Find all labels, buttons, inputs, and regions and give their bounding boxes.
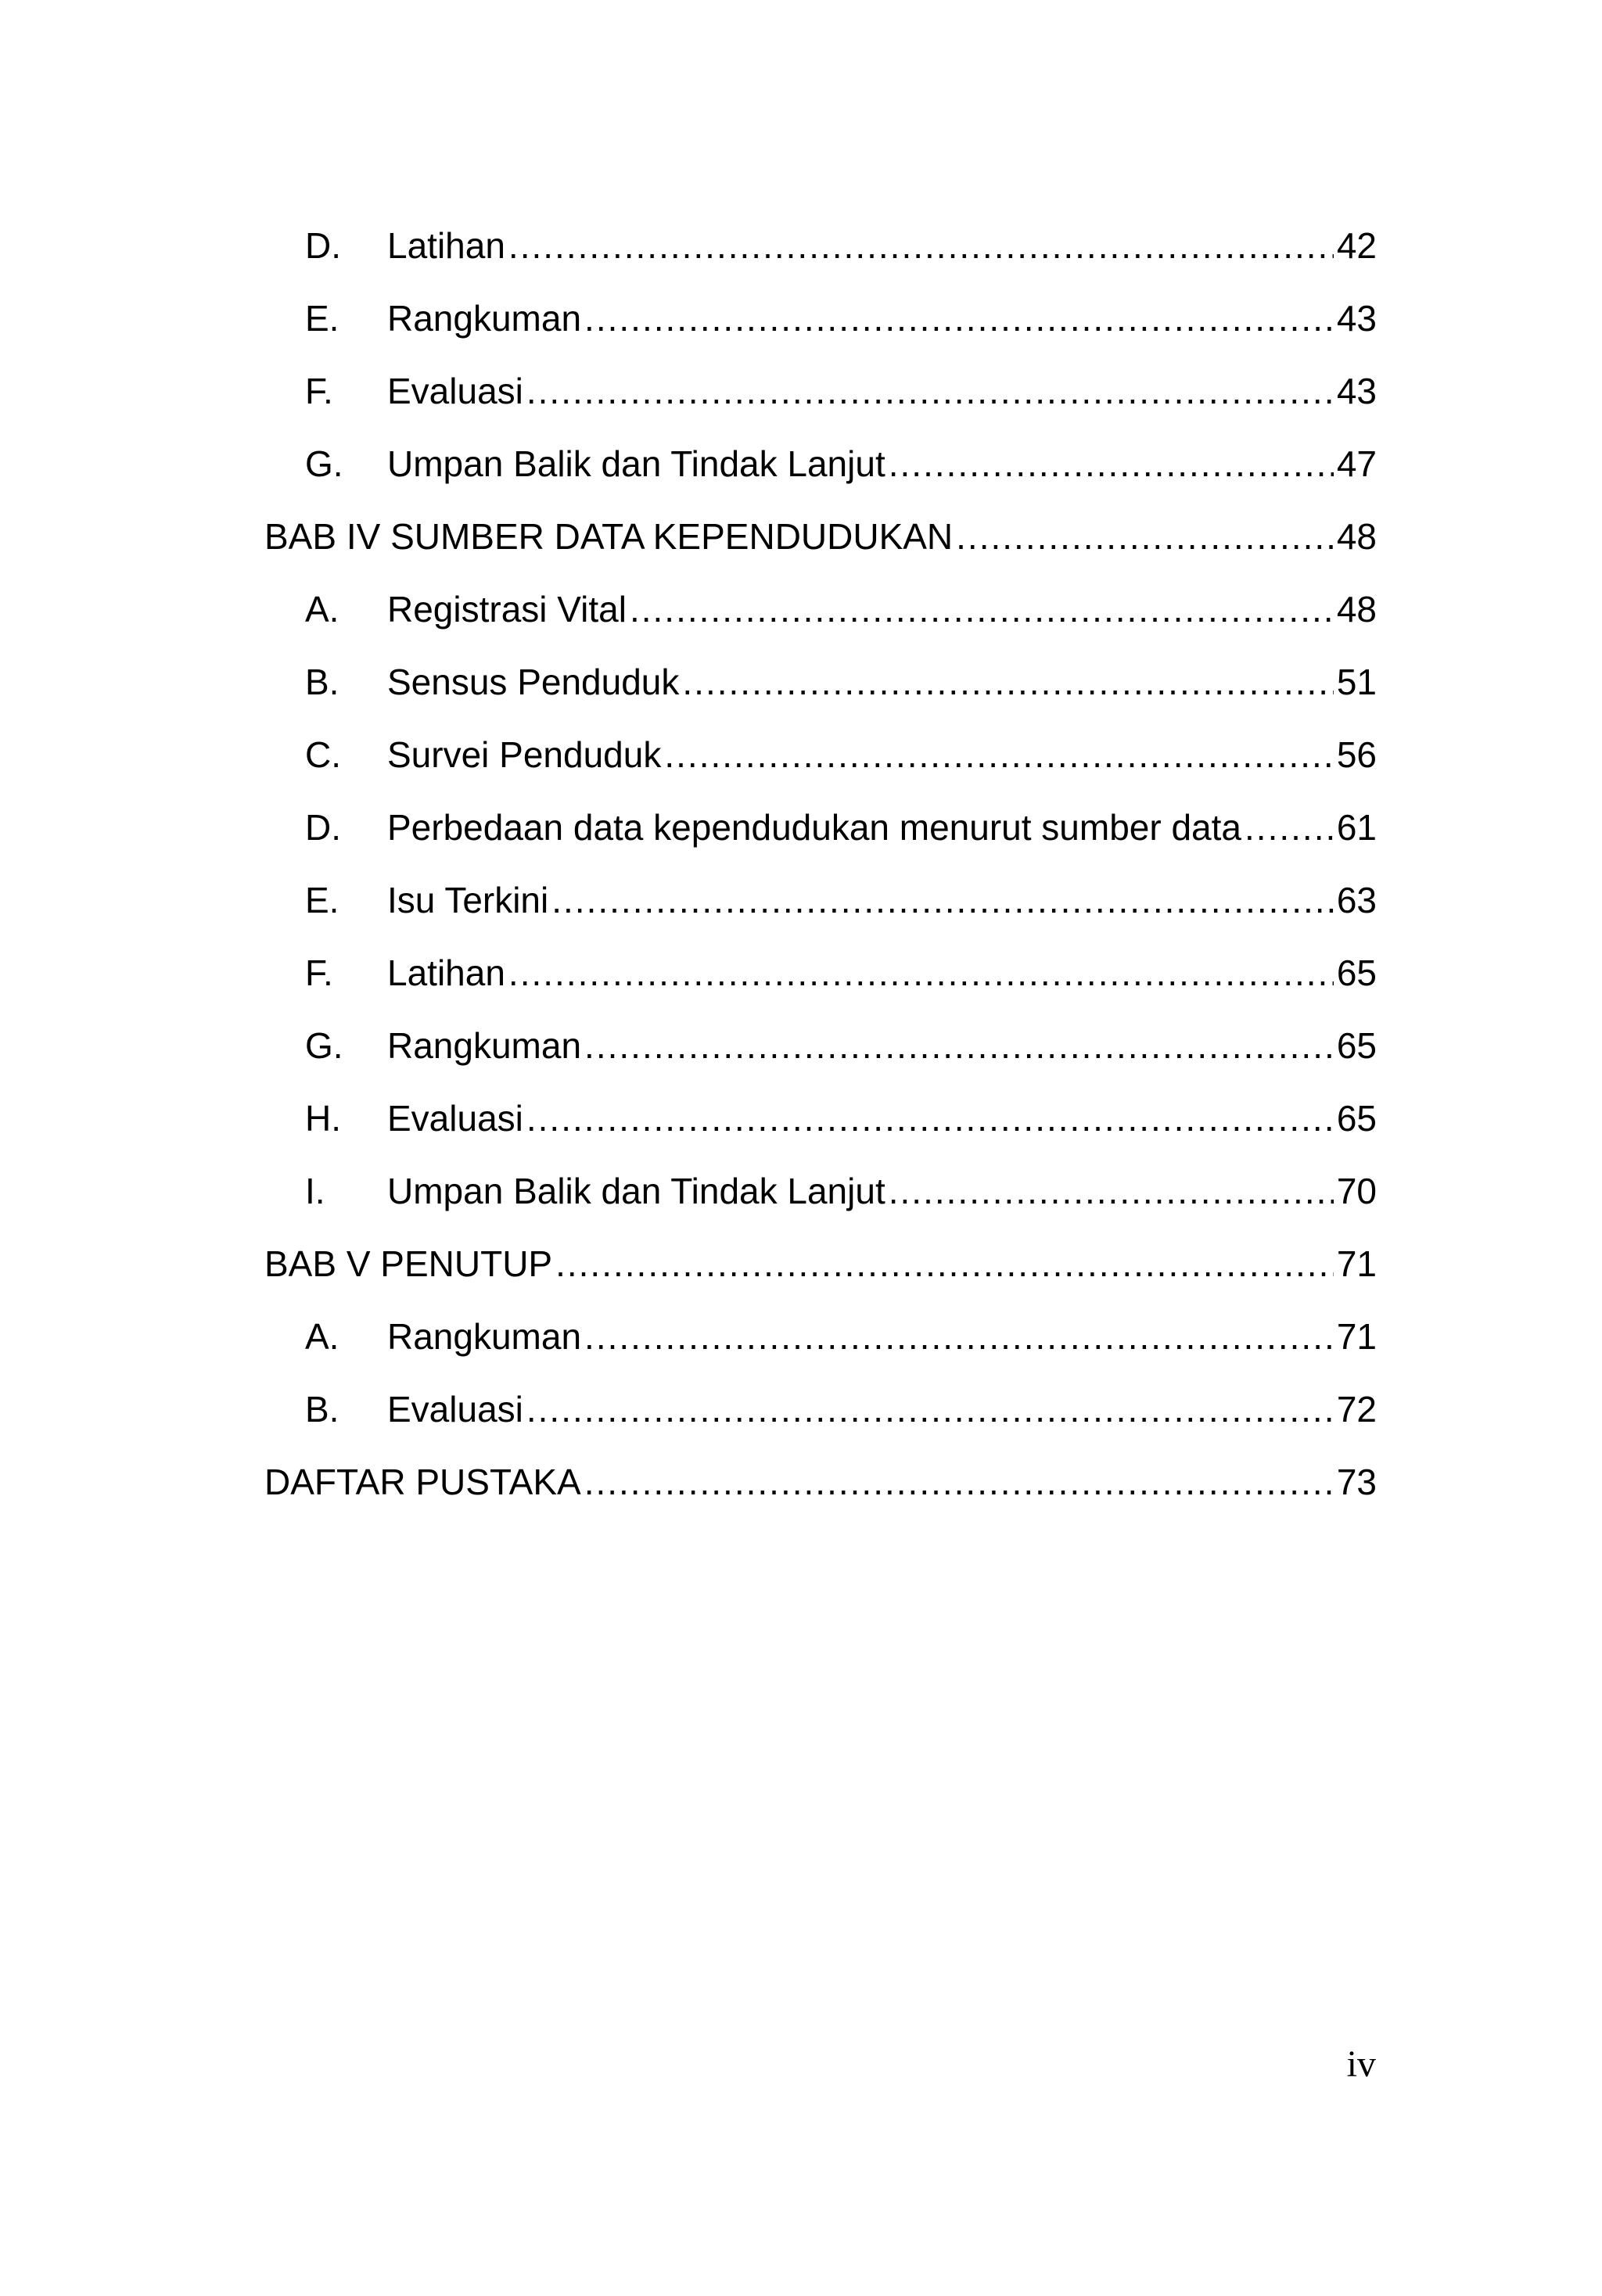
toc-entry-letter: G. bbox=[305, 1025, 343, 1066]
toc-subsection-entry[interactable] bbox=[264, 1300, 1377, 1373]
toc-entry-title: Perbedaan data kependudukan menurut sumber data bbox=[387, 807, 1242, 848]
dot-leader bbox=[630, 573, 1334, 646]
toc-entry-title: Latihan bbox=[387, 225, 505, 266]
dot-leader bbox=[526, 1082, 1334, 1155]
dot-leader bbox=[584, 282, 1334, 355]
toc-entry-title: BAB V PENUTUP bbox=[264, 1243, 553, 1284]
toc-entry-letter: C. bbox=[305, 734, 341, 775]
toc-subsection-entry[interactable] bbox=[264, 428, 1377, 500]
toc-entry-title: Evaluasi bbox=[387, 371, 523, 411]
dot-leader bbox=[584, 1300, 1334, 1373]
toc-subsection-entry[interactable] bbox=[264, 355, 1377, 428]
toc-entry-page-number: 63 bbox=[1336, 880, 1377, 920]
toc-subsection-entry[interactable] bbox=[264, 1010, 1377, 1082]
toc-entry-title: BAB IV SUMBER DATA KEPENDUDUKAN bbox=[264, 516, 954, 557]
table-of-contents bbox=[264, 210, 1377, 1519]
toc-entry-letter: D. bbox=[305, 807, 341, 848]
toc-entry-page-number: 43 bbox=[1336, 371, 1377, 411]
toc-entry-page-number: 42 bbox=[1336, 225, 1377, 266]
toc-entry-page-number: 56 bbox=[1336, 734, 1377, 775]
toc-subsection-entry[interactable] bbox=[264, 937, 1377, 1010]
toc-entry-page-number: 70 bbox=[1336, 1171, 1377, 1211]
toc-entry-title: Evaluasi bbox=[387, 1389, 523, 1430]
toc-chapter-entry[interactable] bbox=[264, 500, 1377, 573]
toc-subsection-entry[interactable] bbox=[264, 719, 1377, 791]
toc-entry-letter: I. bbox=[305, 1171, 325, 1211]
page-number: iv bbox=[1346, 2043, 1376, 2085]
toc-subsection-entry[interactable] bbox=[264, 1155, 1377, 1228]
toc-entry-letter: B. bbox=[305, 1389, 339, 1430]
toc-entry-letter: D. bbox=[305, 225, 341, 266]
dot-leader bbox=[584, 1446, 1334, 1519]
toc-entry-letter: E. bbox=[305, 298, 339, 339]
toc-entry-title: Registrasi Vital bbox=[387, 589, 627, 630]
dot-leader bbox=[889, 428, 1334, 500]
dot-leader bbox=[664, 719, 1333, 791]
toc-entry-title: Umpan Balik dan Tindak Lanjut bbox=[387, 1171, 885, 1211]
dot-leader bbox=[508, 210, 1334, 282]
toc-entry-page-number: 71 bbox=[1336, 1243, 1377, 1284]
toc-subsection-entry[interactable] bbox=[264, 864, 1377, 937]
toc-entry-page-number: 43 bbox=[1336, 298, 1377, 339]
toc-entry-letter: B. bbox=[305, 662, 339, 702]
toc-entry-title: Umpan Balik dan Tindak Lanjut bbox=[387, 443, 885, 484]
toc-entry-page-number: 48 bbox=[1336, 589, 1377, 630]
dot-leader bbox=[956, 500, 1334, 573]
dot-leader bbox=[551, 864, 1334, 937]
dot-leader bbox=[1245, 791, 1334, 864]
toc-entry-page-number: 71 bbox=[1336, 1316, 1377, 1357]
toc-entry-page-number: 73 bbox=[1336, 1462, 1377, 1502]
toc-entry-title: Rangkuman bbox=[387, 1316, 582, 1357]
toc-entry-page-number: 61 bbox=[1336, 807, 1377, 848]
toc-entry-page-number: 72 bbox=[1336, 1389, 1377, 1430]
toc-entry-page-number: 51 bbox=[1336, 662, 1377, 702]
toc-entry-title: Latihan bbox=[387, 952, 505, 993]
toc-entry-letter: E. bbox=[305, 880, 339, 920]
toc-entry-title: Rangkuman bbox=[387, 1025, 582, 1066]
dot-leader bbox=[555, 1228, 1334, 1300]
toc-subsection-entry[interactable] bbox=[264, 646, 1377, 719]
dot-leader bbox=[682, 646, 1333, 719]
toc-entry-page-number: 65 bbox=[1336, 1025, 1377, 1066]
toc-subsection-entry[interactable] bbox=[264, 282, 1377, 355]
toc-entry-title: DAFTAR PUSTAKA bbox=[264, 1462, 581, 1502]
toc-entry-letter: F. bbox=[305, 952, 333, 993]
toc-entry-title: Rangkuman bbox=[387, 298, 582, 339]
dot-leader bbox=[526, 1373, 1334, 1446]
toc-entry-page-number: 65 bbox=[1336, 952, 1377, 993]
toc-subsection-entry[interactable] bbox=[264, 1082, 1377, 1155]
dot-leader bbox=[584, 1010, 1334, 1082]
toc-entry-title: Isu Terkini bbox=[387, 880, 549, 920]
toc-entry-letter: H. bbox=[305, 1098, 341, 1139]
toc-entry-page-number: 65 bbox=[1336, 1098, 1377, 1139]
toc-entry-title: Sensus Penduduk bbox=[387, 662, 680, 702]
dot-leader bbox=[889, 1155, 1334, 1228]
toc-subsection-entry[interactable] bbox=[264, 1373, 1377, 1446]
toc-subsection-entry[interactable] bbox=[264, 573, 1377, 646]
toc-chapter-entry[interactable] bbox=[264, 1446, 1377, 1519]
toc-entry-letter: G. bbox=[305, 443, 343, 484]
dot-leader bbox=[508, 937, 1334, 1010]
toc-entry-letter: F. bbox=[305, 371, 333, 411]
toc-entry-page-number: 47 bbox=[1336, 443, 1377, 484]
toc-entry-title: Evaluasi bbox=[387, 1098, 523, 1139]
dot-leader bbox=[526, 355, 1334, 428]
toc-chapter-entry[interactable] bbox=[264, 1228, 1377, 1300]
toc-subsection-entry[interactable] bbox=[264, 791, 1377, 864]
toc-subsection-entry[interactable] bbox=[264, 210, 1377, 282]
toc-entry-title: Survei Penduduk bbox=[387, 734, 662, 775]
toc-entry-page-number: 48 bbox=[1336, 516, 1377, 557]
toc-entry-letter: A. bbox=[305, 589, 339, 630]
toc-entry-letter: A. bbox=[305, 1316, 339, 1357]
